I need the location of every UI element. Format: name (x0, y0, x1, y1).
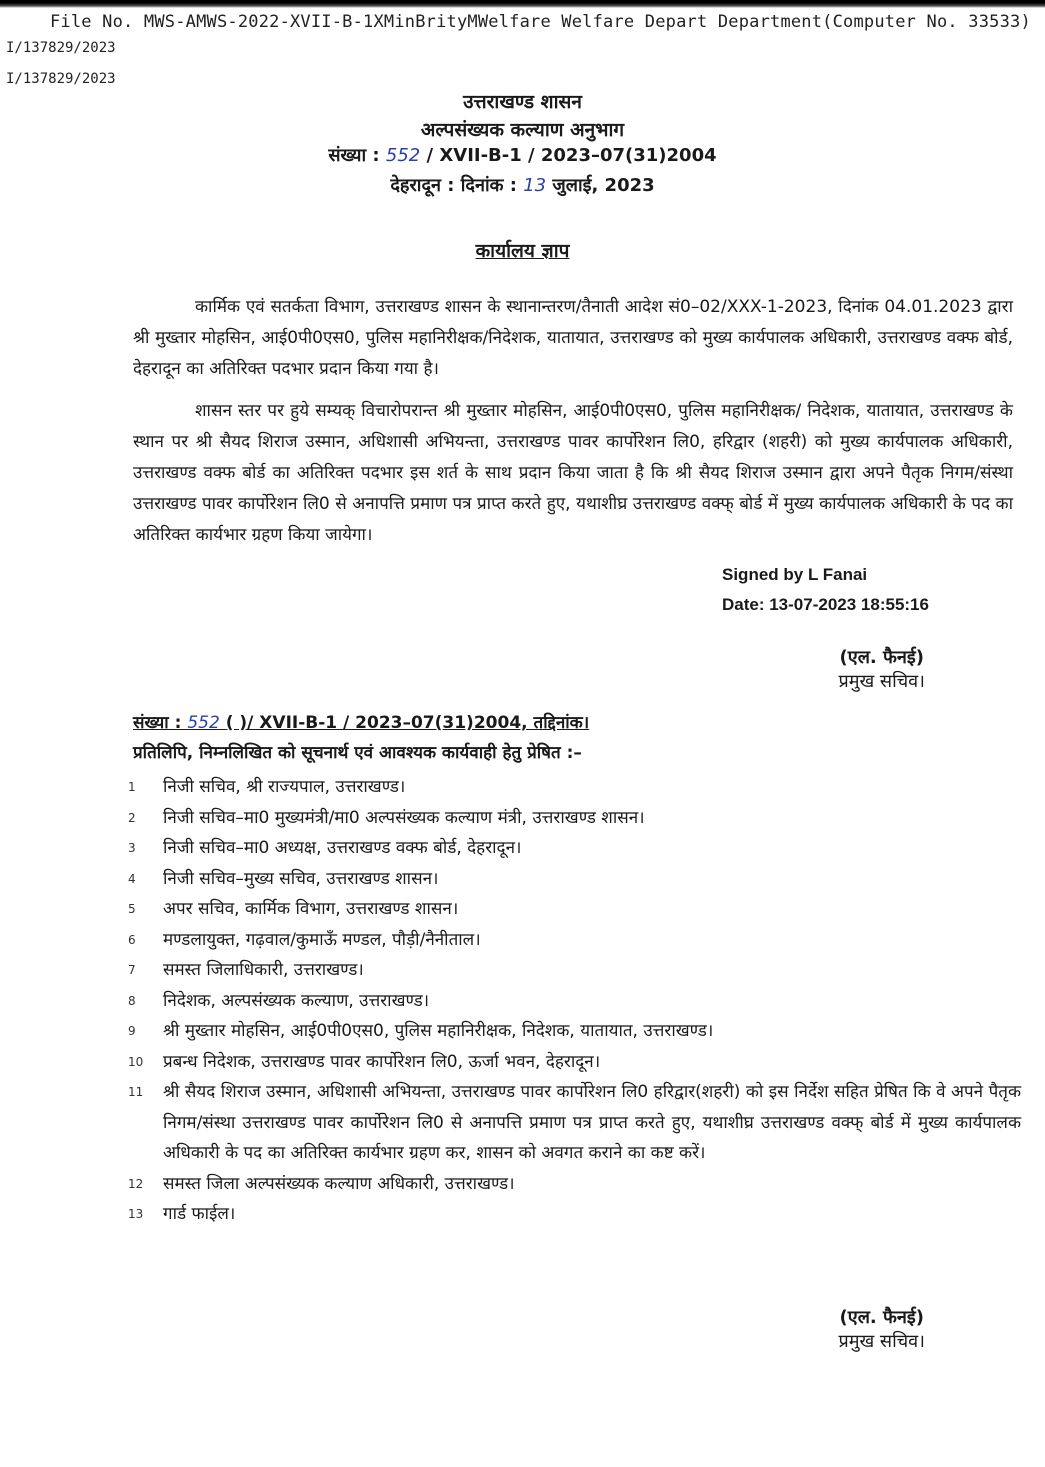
list-item-text: निदेशक, अल्पसंख्यक कल्याण, उत्तराखण्ड। (163, 990, 430, 1011)
list-item-number: 6 (128, 932, 136, 947)
letter-date (0, 173, 1045, 197)
handwritten-date: 13 (523, 175, 547, 196)
file-id-1: I/137829/2023 (6, 40, 116, 56)
list-item-text: समस्त जिला अल्पसंख्यक कल्याण अधिकारी, उत्तराखण्ड। (163, 1173, 515, 1194)
list-item-number: 9 (128, 1024, 136, 1038)
signatory-2-name: (एल. फैनई) (839, 1307, 924, 1328)
list-item-number: 5 (128, 902, 136, 916)
list-item-text: श्री मुख्तार मोहसिन, आई0पी0एस0, पुलिस महानिरीक्षक, निदेशक, यातायात, उत्तराखण्ड। (163, 1021, 714, 1041)
list-item (128, 986, 1021, 1017)
list-item-text: निजी सचिव–मा0 मुख्यमंत्री/मा0 अल्पसंख्यक कल्याण मंत्री, उत्तराखण्ड शासन। (163, 807, 645, 828)
number-suffix: / XVII-B-1 / 2023–07(31)2004 (426, 145, 717, 166)
list-item-number: 12 (128, 1176, 144, 1191)
digital-signature-name: Signed by L Fanai (722, 565, 868, 584)
list-item-number: 4 (128, 871, 136, 886)
signatory-block-2 (838, 1305, 925, 1353)
list-item-text: श्री सैयद शिराज उस्मान, अधिशासी अभियन्ता, उत्तराखण्ड पावर कार्पोरेशन लि0 हरिद्वार(शहरी) को इस निर्देश सहित प्रेषित कि वे अपने पैतृक निगम/संस्था उत्तराखण्ड पावर कार्पोरेशन लि0 से अनापत्ति प्रमाण पत्र प्राप्त करते हुए, यथाशीघ्र उत्तराखण्ड वक्फ् बोर्ड में मुख्य कार्यपालक अधिकारी के पद का अतिरिक्त कार्यभार ग्रहण कर, शासन को अवगत कराने का कष्ट करें। (163, 1082, 1021, 1163)
list-item-text: निजी सचिव, श्री राज्यपाल, उत्तराखण्ड। (163, 777, 406, 797)
body-paragraph-1: कार्मिक एवं सतर्कता विभाग, उत्तराखण्ड शासन के स्थानान्तरण/तैनाती आदेश सं0–02/XXX-1-2023, दिनांक 04.01.2023 द्वारा श्री मुख्तार मोहसिन, आई0पी0एस0, पुलिस महानिरीक्षक/निदेशक, यातायात, उत्तराखण्ड को मुख्य कार्यपालक अधिकारी, उत्तराखण्ड वक्फ बोर्ड, देहरादून का अतिरिक्त पदभार प्रदान किया गया है। (133, 297, 1013, 379)
list-item (128, 1077, 1021, 1169)
list-item-text: समस्त जिलाधिकारी, उत्तराखण्ड। (163, 960, 364, 980)
list-item-text: निजी सचिव–मा0 अध्यक्ष, उत्तराखण्ड वक्फ बोर्ड, देहरादून। (163, 838, 522, 858)
copy-ref-label: संख्या : (133, 713, 182, 733)
list-item (128, 955, 1021, 986)
list-item (128, 1016, 1021, 1047)
copy-ref-handwritten: 552 (187, 713, 220, 733)
handwritten-number: 552 (385, 145, 421, 166)
list-item (128, 864, 1021, 895)
list-item (128, 833, 1021, 864)
list-item-number: 11 (128, 1085, 144, 1099)
list-item-number: 7 (128, 963, 136, 977)
copy-heading: प्रतिलिपि, निम्नलिखित को सूचनार्थ एवं आवश्यक कार्यवाही हेतु प्रेषित :– (133, 743, 582, 763)
signatory-name: (एल. फैनई) (839, 647, 924, 668)
signatory-2-designation: प्रमुख सचिव। (838, 1331, 925, 1352)
copy-recipients-list (128, 772, 1021, 1230)
signatory-designation: प्रमुख सचिव। (838, 671, 925, 692)
list-item-text: निजी सचिव–मुख्य सचिव, उत्तराखण्ड शासन। (163, 868, 439, 889)
list-item (128, 772, 1021, 803)
list-item-text: अपर सचिव, कार्मिक विभाग, उत्तराखण्ड शासन। (163, 899, 459, 919)
list-item-number: 3 (128, 841, 136, 855)
date-suffix: जुलाई, 2023 (552, 175, 655, 196)
list-item-text: प्रबन्ध निदेशक, उत्तराखण्ड पावर कार्पोरेशन लि0, ऊर्जा भवन, देहरादून। (163, 1051, 601, 1072)
list-item (128, 894, 1021, 925)
list-item (128, 1047, 1021, 1078)
list-item-text: मण्डलायुक्त, गढ़वाल/कुमाऊँ मण्डल, पौड़ी/नैनीताल। (163, 929, 481, 950)
list-item-number: 13 (128, 1207, 144, 1221)
copy-ref-suffix: ( )/ XVII-B-1 / 2023–07(31)2004, तद्दिनांक। (225, 713, 590, 733)
copy-reference-line (133, 710, 589, 733)
scan-top-edge (0, 0, 1045, 8)
list-item-text: गार्ड फाईल। (163, 1204, 236, 1224)
list-item-number: 2 (128, 810, 136, 825)
letter-number (0, 143, 1045, 167)
file-number-stamp: File No. MWS-AMWS-2022-XVII-B-1XMinBrityMWelfare Welfare Depart Department(Computer No. 33533) (50, 12, 1031, 32)
letterhead-section: अल्पसंख्यक कल्याण अनुभाग (420, 119, 625, 141)
list-item (128, 803, 1021, 834)
file-id-2: I/137829/2023 (6, 71, 116, 87)
date-label: देहरादून : दिनांक : (390, 175, 517, 196)
body-paragraph-2: शासन स्तर पर हुये सम्यक् विचारोपरान्त श्री मुख्तार मोहसिन, आई0पी0एस0, पुलिस महानिरीक्षक/ निदेशक, यातायात, उत्तराखण्ड के स्थान पर श्री सैयद शिराज उस्मान, अधिशासी अभियन्ता, उत्तराखण्ड पावर कार्पोरेशन लि0, हरिद्वार (शहरी) को मुख्य कार्यपालक अधिकारी, उत्तराखण्ड वक्फ बोर्ड का अतिरिक्त पदभार इस शर्त के साथ प्रदान किया जाता है कि श्री सैयद शिराज उस्मान द्वारा अपने पैतृक निगम/संस्था उत्तराखण्ड पावर कार्पोरेशन लि0 से अनापत्ति प्रमाण पत्र प्राप्त करते हुए, यथाशीघ्र उत्तराखण्ड वक्फ् बोर्ड में मुख्य कार्यपालक अधिकारी के पद का अतिरिक्त कार्यभार ग्रहण किया जायेगा। (133, 401, 1013, 545)
list-item-number: 10 (128, 1054, 144, 1069)
list-item-number: 1 (128, 780, 136, 794)
list-item (128, 1199, 1021, 1230)
digital-signature-date: Date: 13-07-2023 18:55:16 (722, 595, 929, 614)
signatory-block (838, 645, 925, 693)
memo-title: कार्यालय ज्ञाप (475, 240, 570, 262)
list-item (128, 1169, 1021, 1200)
letterhead-government: उत्तराखण्ड शासन (463, 91, 582, 113)
list-item (128, 925, 1021, 956)
list-item-number: 8 (128, 993, 136, 1008)
number-label: संख्या : (328, 145, 380, 166)
